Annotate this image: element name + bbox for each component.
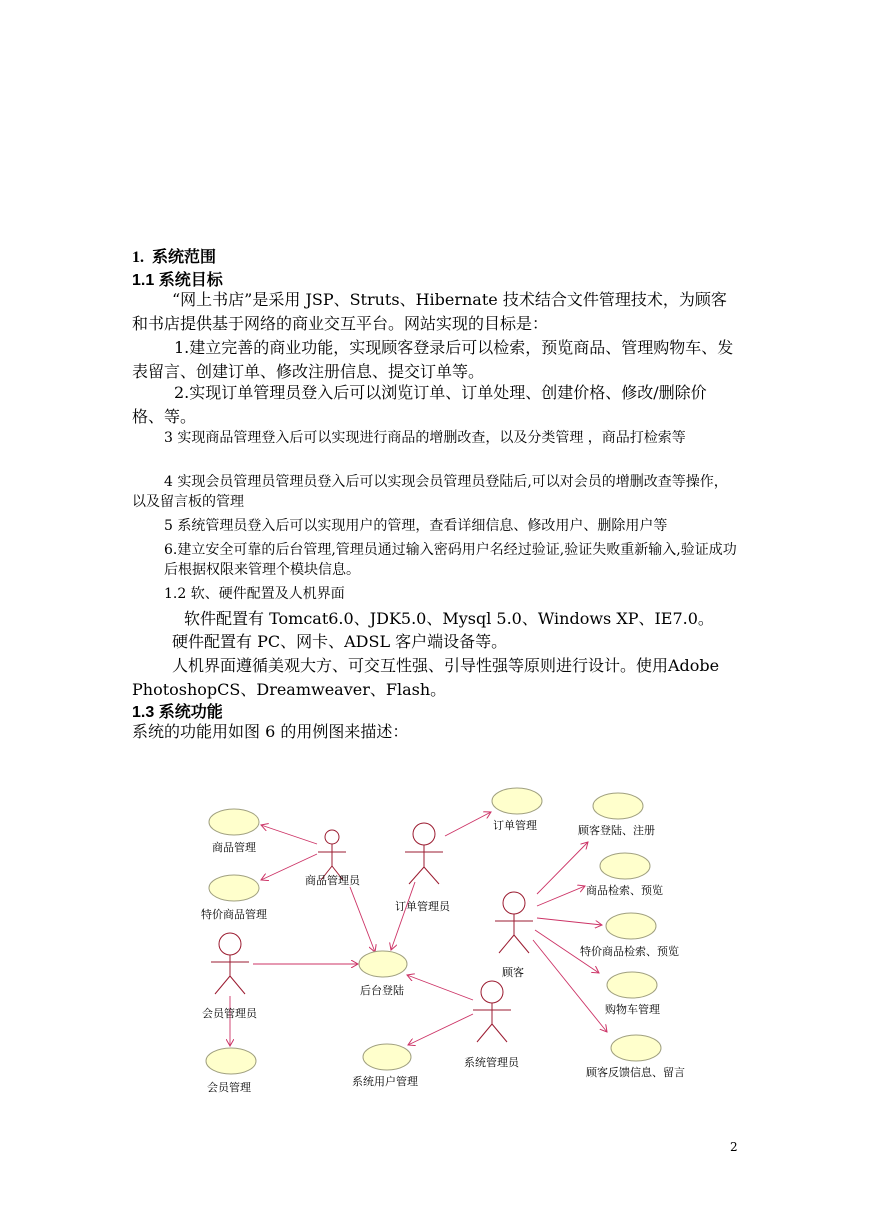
subsection-title-1-2: 1.2 软、硬件配置及人机界面 [164, 586, 345, 602]
usecase-member-mgmt [206, 1048, 256, 1074]
edge-orderadmin-ordermgmt [445, 812, 491, 836]
usecase-special-search [606, 913, 656, 939]
label-member-mgmt: 会员管理 [207, 1082, 251, 1094]
label-customer-login: 顾客登陆、注册 [578, 825, 655, 837]
label-member-admin: 会员管理员 [202, 1008, 257, 1020]
label-order-admin: 订单管理员 [395, 901, 450, 913]
goal-item-1: 1.建立完善的商业功能，实现顾客登录后可以检索，预览商品、管理购物车、发表留言、创建订单、修改注册信息、提交订单等。 [132, 338, 734, 381]
usecase-customer-login [593, 793, 643, 819]
actor-order-admin [405, 823, 443, 884]
edge-sysadmin-login [407, 975, 473, 1000]
label-goods-admin: 商品管理员 [305, 875, 360, 887]
label-goods-mgmt: 商品管理 [212, 842, 256, 854]
edge-customer-special [537, 918, 602, 925]
section-heading [132, 244, 216, 267]
label-special-goods-mgmt: 特价商品管理 [201, 909, 267, 921]
function-description: 系统的功能用如图 6 的用例图来描述： [132, 722, 409, 741]
usecase-backend-login [359, 951, 407, 977]
label-sys-user-mgmt: 系统用户管理 [352, 1076, 418, 1088]
usecase-goods-search [600, 853, 650, 879]
label-order-mgmt: 订单管理 [493, 820, 537, 832]
label-customer: 顾客 [502, 967, 524, 979]
edge-sysadmin-sysuser [408, 1014, 473, 1045]
usecase-goods-mgmt [209, 809, 259, 835]
edge-customer-search [537, 886, 585, 906]
ui-paragraph: 人机界面遵循美观大方、可交互性强、引导性强等原则进行设计。使用Adobe PhotoshopCS、Dreamweaver、Flash。 [132, 656, 720, 699]
page-number: 2 [730, 1140, 738, 1154]
label-cart-mgmt: 购物车管理 [605, 1004, 660, 1016]
actor-goods-admin [318, 830, 346, 880]
edge-orderadmin-login [391, 882, 415, 950]
usecase-special-goods-mgmt [209, 875, 259, 901]
intro-paragraph: “网上书店”是采用 JSP、Struts、Hibernate 技术结合文件管理技术，为顾客和书店提供基于网络的商业交互平台。网站实现的目标是： [132, 290, 727, 333]
hardware-config: 硬件配置有 PC、网卡、ADSL 客户端设备等。 [172, 632, 508, 651]
actor-customer [495, 892, 533, 953]
goal-item-6: 6.建立安全可靠的后台管理,管理员通过输入密码用户名经过验证,验证失败重新输入,验证成功后根据权限来管理个模块信息。 [164, 542, 737, 578]
section-title: 系统范围 [152, 249, 217, 266]
subsection-title-1-1: 1.1 系统目标 [132, 272, 223, 289]
label-sys-admin: 系统管理员 [464, 1057, 519, 1069]
goal-item-3: 3 实现商品管理登入后可以实现进行商品的增删改查，以及分类管理 ，商品打检索等 [164, 430, 686, 446]
usecase-order-mgmt [492, 788, 542, 814]
software-config: 软件配置有 Tomcat6.0、JDK5.0、Mysql 5.0、Windows XP、IE7.0。 [184, 609, 714, 628]
edge-customer-login [537, 842, 588, 894]
edge-goodsadmin-login [350, 887, 375, 952]
use-case-diagram [195, 782, 705, 1102]
section-number: 1. [132, 249, 144, 266]
subsection-title-1-3: 1.3 系统功能 [132, 704, 223, 721]
label-special-search: 特价商品检索、预览 [580, 946, 679, 958]
label-feedback: 顾客反馈信息、留言 [586, 1067, 685, 1079]
edge-goodsadmin-goodsmgmt [261, 825, 317, 844]
goal-item-2: 2.实现订单管理员登入后可以浏览订单、订单处理、创建价格、修改/删除价格、等。 [132, 383, 707, 426]
label-backend-login: 后台登陆 [360, 985, 404, 997]
usecase-feedback [611, 1035, 661, 1061]
usecase-sys-user-mgmt [363, 1044, 411, 1070]
goal-item-4: 4 实现会员管理员管理员登入后可以实现会员管理员登陆后,可以对会员的增删改查等操作，以及留言板的管理 [132, 474, 728, 510]
actor-member-admin [211, 933, 249, 994]
label-goods-search: 商品检索、预览 [586, 885, 663, 897]
usecase-cart-mgmt [607, 972, 657, 998]
actor-sys-admin [473, 981, 511, 1042]
goal-item-5: 5 系统管理员登入后可以实现用户的管理，查看详细信息、修改用户、删除用户等 [164, 518, 668, 534]
